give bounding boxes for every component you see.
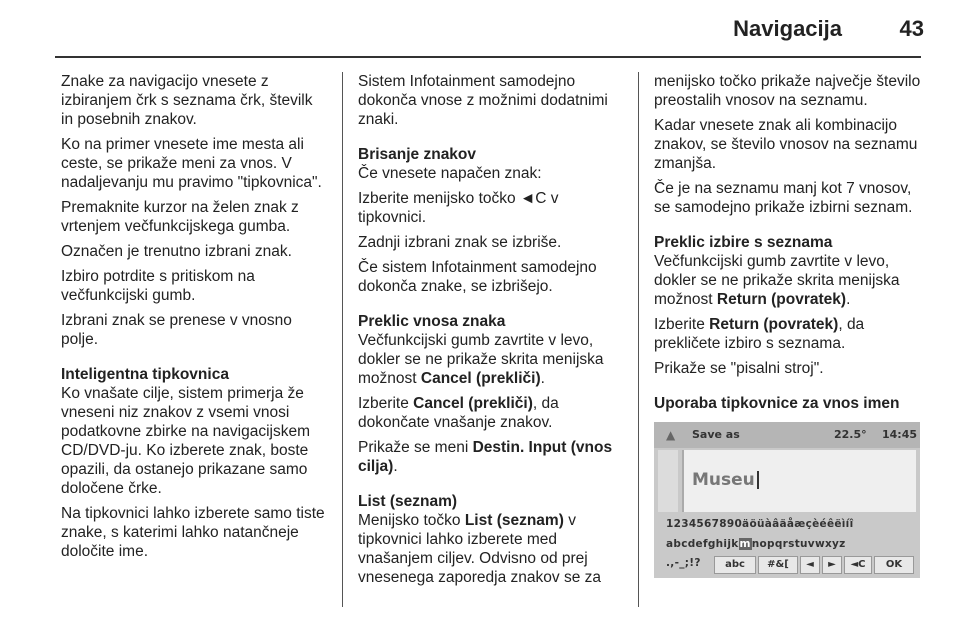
- paragraph: Izbrani znak se prenese v vnosno polje.: [61, 312, 292, 348]
- ok-button: OK: [874, 556, 914, 574]
- header-rule: [55, 56, 921, 58]
- paragraph: Prikaže se "pisalni stroj".: [654, 360, 824, 377]
- paragraph: Sistem Infotainment samodejno dokonča vnose z možnimi dodatnimi znaki.: [358, 73, 608, 128]
- page-title: Navigacija: [733, 16, 842, 41]
- section-heading: Brisanje znakov: [358, 146, 477, 163]
- paragraph: Izbiro potrdite s pritiskom na večfunkcijski gumb.: [61, 268, 255, 304]
- page-number: 43: [899, 16, 924, 41]
- paragraph: Kadar vnesete znak ali kombinacijo znakov, se število vnosov na seznamu zmanjša.: [654, 117, 918, 172]
- paragraph: Zadnji izbrani znak se izbriše.: [358, 234, 562, 251]
- cursor-left-icon: ◄: [800, 556, 820, 574]
- name-input-field: [682, 450, 916, 512]
- selected-character: m: [739, 538, 751, 550]
- column-1: [61, 72, 326, 567]
- page-header: [0, 0, 960, 60]
- abc-button: abc: [714, 556, 756, 574]
- clock: 14:45: [882, 428, 918, 441]
- paragraph: Znake za navigacijo vnesete z izbiranjem črk s seznama črk, številk in posebnih znakov.: [61, 73, 313, 128]
- paragraph: Če sistem Infotainment samodejno dokonča znake, se izbrišejo.: [358, 259, 597, 295]
- paragraph: Prikaže se meni Destin. Input (vnos cilja).: [358, 439, 613, 475]
- delete-button: ◄C: [844, 556, 872, 574]
- section-heading: List (seznam): [358, 493, 458, 510]
- cursor-right-icon: ►: [822, 556, 842, 574]
- paragraph: Ko na primer vnesete ime mesta ali ceste, se prikaže meni za vnos. V nadaljevanju mu pravimo "tipkovnica".: [61, 136, 322, 191]
- temperature: 22.5°: [834, 428, 867, 441]
- screen-side-panel: [658, 450, 678, 512]
- screen-status-bar: [654, 422, 920, 448]
- text-cursor: [757, 471, 759, 489]
- paragraph: Ko vnašate cilje, sistem primerja že vneseni niz znakov z vsemi vnosi podatkovne zbirke na navigacijskem CD/DVD-ju. Ko izberete znak, boste opazili, da ostanejo prikazane samo določene črke.: [61, 385, 310, 497]
- paragraph: Izberite Return (povratek), da prekličete izbiro s seznama.: [654, 316, 865, 352]
- section-heading: Uporaba tipkovnice za vnos imen: [654, 395, 900, 412]
- column-2: [358, 72, 623, 593]
- paragraph: Izberite Cancel (prekliči), da dokončate vnašanje znakov.: [358, 395, 559, 431]
- section-heading: Inteligentna tipkovnica: [61, 366, 229, 383]
- screen-title: Save as: [692, 428, 740, 441]
- paragraph: Če je na seznamu manj kot 7 vnosov, se samodejno prikaže izbirni seznam.: [654, 180, 913, 216]
- paragraph: menijsko točko prikaže največje število preostalih vnosov na seznamu.: [654, 73, 921, 109]
- column-divider: [342, 72, 343, 607]
- input-text: Museu: [692, 470, 755, 490]
- paragraph: Menijsko točko List (seznam) v tipkovnici lahko izberete med vnašanjem ciljev. Odvisno od prej vnesenega zaporedja znakov se za: [358, 512, 601, 586]
- symbols-button: #&[: [758, 556, 798, 574]
- paragraph: Označen je trenutno izbrani znak.: [61, 243, 292, 260]
- column-divider: [638, 72, 639, 607]
- column-3: [654, 72, 929, 419]
- warning-triangle-icon: ▲: [666, 428, 676, 442]
- section-heading: Preklic izbire s seznama: [654, 234, 833, 251]
- section-heading: Preklic vnosa znaka: [358, 313, 506, 330]
- character-row-1: 1234567890äöüàâäåæçèéêëìíî: [666, 518, 854, 530]
- character-row-2: abcdefghijkmnopqrstuvwxyz: [666, 538, 846, 550]
- keyboard-screen-image: [654, 422, 920, 578]
- character-row-3: .,-_;!?: [666, 557, 701, 569]
- paragraph: Premaknite kurzor na želen znak z vrtenjem večfunkcijskega gumba.: [61, 199, 299, 235]
- paragraph: Na tipkovnici lahko izberete samo tiste znake, s katerimi lahko natančneje določite ime.: [61, 505, 325, 560]
- paragraph: Večfunkcijski gumb zavrtite v levo, dokler se ne prikaže skrita menijska možnost Return (povratek).: [654, 253, 900, 308]
- paragraph: Večfunkcijski gumb zavrtite v levo, dokler se ne prikaže skrita menijska možnost Cancel (prekliči).: [358, 332, 604, 387]
- paragraph: Če vnesete napačen znak:: [358, 165, 542, 182]
- paragraph: Izberite menijsko točko ◄C v tipkovnici.: [358, 190, 559, 226]
